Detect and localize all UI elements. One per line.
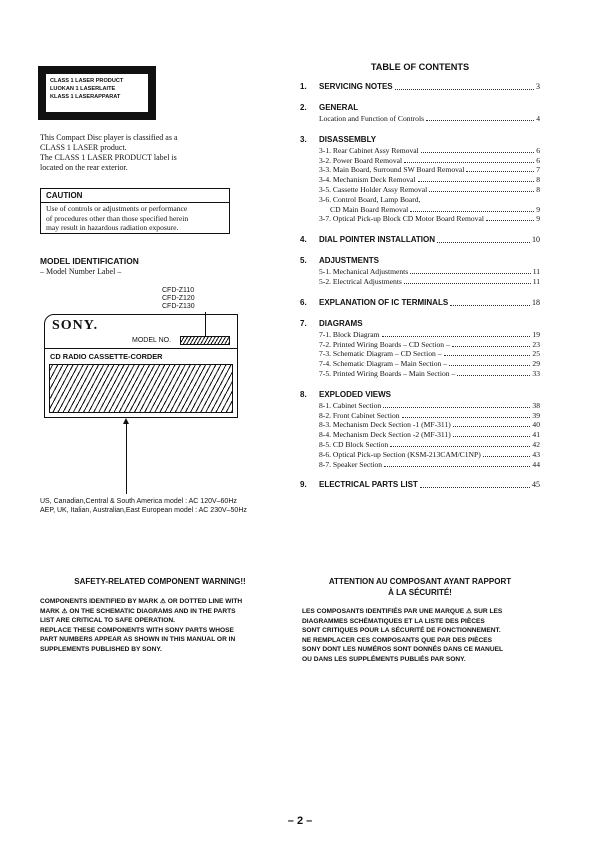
product-line-label: CD RADIO CASSETTE-CORDER xyxy=(50,352,163,361)
toc-entry xyxy=(319,349,540,358)
toc-entry-label: 8-5. CD Block Section xyxy=(319,440,389,449)
toc-entry-page: 19 xyxy=(532,329,540,339)
safety-warning-fr-line: DIAGRAMMES SCHÉMATIQUES ET LA LISTE DES PIÈCES xyxy=(302,617,485,625)
toc-section-number: 2. xyxy=(300,103,307,112)
toc-page-number: 3 xyxy=(536,82,540,91)
safety-warning-fr-line: SONY DONT LES NUMÉROS SONT DONNÉS DANS CE MANUEL xyxy=(302,646,504,654)
toc-entry-label: 8-1. Cabinet Section xyxy=(319,400,382,410)
toc-entry-page: 4 xyxy=(536,114,540,123)
toc-entry xyxy=(319,195,540,204)
toc-entry-page: 29 xyxy=(532,359,540,369)
toc-leader-dots xyxy=(418,175,535,182)
toc-section-title: ELECTRICAL PARTS LIST xyxy=(319,480,418,490)
toc-section-number: 3. xyxy=(300,134,307,144)
safety-warning-text-fr xyxy=(302,607,552,665)
toc-entry-page: 23 xyxy=(532,339,540,349)
laser-description xyxy=(40,133,240,173)
laser-label-line: LUOKAN 1 LASERLAITE xyxy=(50,86,116,92)
toc-entry-label: 7-4. Schematic Diagram – Main Section – xyxy=(319,359,448,369)
toc-leader-dots xyxy=(450,298,530,306)
toc-entry xyxy=(319,401,540,410)
safety-title-fr-line: ATTENTION AU COMPOSANT AYANT RAPPORT xyxy=(328,577,512,586)
toc-entry-page: 6 xyxy=(536,155,540,165)
toc-entry xyxy=(319,267,540,276)
toc-entry xyxy=(319,330,540,339)
toc-entry-label: 8-3. Mechanism Deck Section -1 (MF-311) xyxy=(319,420,451,430)
caution-title: CAUTION xyxy=(41,189,229,203)
toc-entry xyxy=(319,214,540,223)
toc-entry-page: 8 xyxy=(536,185,540,194)
caution-box xyxy=(40,188,230,234)
toc-entry-page: 41 xyxy=(532,430,540,440)
toc-section-title: DIAL POINTER INSTALLATION xyxy=(319,235,435,245)
voltage-line: AEP, UK, Italian, Australian,East European model : AC 230V–50Hz xyxy=(40,507,247,514)
model-identification-subtitle: – Model Number Label – xyxy=(40,267,122,276)
safety-warning-title-fr xyxy=(300,576,540,598)
toc-section-title: EXPLANATION OF IC TERMINALS xyxy=(319,297,449,307)
toc-entry-label: Location and Function of Controls xyxy=(319,114,425,123)
toc-entry xyxy=(319,440,540,449)
toc-section-number: 9. xyxy=(300,480,307,490)
rating-hatched-area xyxy=(49,364,233,413)
toc-leader-dots xyxy=(421,146,534,153)
toc-section-number: 5. xyxy=(300,256,307,266)
toc-leader-dots xyxy=(444,349,531,356)
model-list xyxy=(162,287,195,311)
toc-leader-dots xyxy=(449,359,530,366)
toc-leader-dots xyxy=(453,430,531,437)
toc-leader-dots xyxy=(382,330,531,337)
toc-section-number: 7. xyxy=(300,318,307,328)
toc-leader-dots xyxy=(384,460,530,467)
toc-section xyxy=(300,135,540,145)
toc-leader-dots xyxy=(483,450,531,457)
toc-leader-dots xyxy=(452,340,531,347)
toc-entry-label: CD Main Board Removal xyxy=(330,204,409,214)
caution-line: Use of controls or adjustments or performance xyxy=(46,204,188,213)
model-number-hatched-area xyxy=(180,336,230,345)
page-number: – 2 – xyxy=(287,815,313,827)
safety-warning-line: SUPPLEMENTS PUBLISHED BY SONY. xyxy=(40,645,162,653)
toc-entry xyxy=(319,185,540,194)
toc-section xyxy=(300,256,540,266)
safety-warning-fr-line: OU DANS LES SUPPLÉMENTS PUBLIÉS PAR SONY. xyxy=(302,655,466,663)
toc-section-title: DISASSEMBLY xyxy=(319,134,377,144)
toc-entry-page: 6 xyxy=(536,145,540,155)
toc-leader-dots xyxy=(429,185,534,192)
caution-line: may result in hazardous radiation exposure. xyxy=(46,223,179,232)
laser-label-line: KLASS 1 LASERAPPARAT xyxy=(50,94,121,100)
model-name: CFD-Z130 xyxy=(162,303,195,310)
toc-leader-dots xyxy=(410,267,530,274)
toc-entry-label: 8-7. Speaker Section xyxy=(319,459,383,469)
toc-entry xyxy=(330,205,540,214)
toc-section-title: DIAGRAMS xyxy=(319,318,363,328)
toc-entry-page: 9 xyxy=(536,214,540,224)
toc-entry-label: 7-2. Printed Wiring Boards – CD Section – xyxy=(319,339,450,349)
toc-leader-dots xyxy=(404,156,534,163)
toc-entry-page: 44 xyxy=(532,459,540,469)
toc-entry-page: 11 xyxy=(532,267,540,277)
voltage-ratings xyxy=(40,497,247,515)
toc-section-title: EXPLODED VIEWS xyxy=(319,389,392,399)
toc-leader-dots xyxy=(420,480,530,488)
toc-leader-dots xyxy=(453,420,531,427)
toc-entry xyxy=(319,369,540,378)
toc-leader-dots xyxy=(395,82,534,90)
toc-entry-page: 11 xyxy=(532,277,540,286)
toc-entry xyxy=(319,460,540,469)
toc-entry-label: 3-5. Cassette Holder Assy Removal xyxy=(319,185,428,194)
toc-section-number: 8. xyxy=(300,389,307,399)
label-divider xyxy=(44,348,238,349)
toc-section xyxy=(300,82,540,92)
toc-entry-page: 9 xyxy=(536,204,540,214)
toc-entry-page: 40 xyxy=(532,420,540,430)
toc-entry-page: 33 xyxy=(532,369,540,378)
toc-section xyxy=(300,319,540,329)
model-identification-title: MODEL IDENTIFICATION xyxy=(40,256,139,266)
toc-leader-dots xyxy=(410,205,534,212)
toc-entry-label: 3-7. Optical Pick-up Block CD Motor Board Removal xyxy=(319,214,484,224)
toc-entry xyxy=(319,420,540,429)
laser-text-line: The CLASS 1 LASER PRODUCT label is xyxy=(40,153,177,162)
toc-leader-dots xyxy=(404,277,531,284)
toc-entry-page: 8 xyxy=(536,175,540,185)
toc-entry xyxy=(319,175,540,184)
toc-entry-label: 5-1. Mechanical Adjustments xyxy=(319,267,409,277)
safety-warning-title: SAFETY-RELATED COMPONENT WARNING!! xyxy=(74,577,246,586)
toc-entry-page: 43 xyxy=(532,449,540,459)
safety-warning-line: LIST ARE CRITICAL TO SAFE OPERATION. xyxy=(40,617,175,625)
toc-entry xyxy=(319,156,540,165)
toc-title: TABLE OF CONTENTS xyxy=(370,62,470,72)
toc-leader-dots xyxy=(457,369,530,376)
toc-entry-label: 7-3. Schematic Diagram – CD Section – xyxy=(319,349,442,359)
table-of-contents xyxy=(300,82,540,522)
toc-section-number: 6. xyxy=(300,297,307,307)
voltage-line: US, Canadian,Central & South America model : AC 120V–60Hz xyxy=(40,498,237,505)
toc-leader-dots xyxy=(437,235,530,243)
toc-entry-page: 42 xyxy=(532,440,540,449)
laser-text-line: CLASS 1 LASER product. xyxy=(40,143,127,152)
toc-entry xyxy=(319,430,540,439)
toc-section-number: 1. xyxy=(300,82,307,91)
toc-entry-page: 25 xyxy=(532,349,540,359)
toc-section xyxy=(300,390,540,400)
toc-entry-label: 3-1. Rear Cabinet Assy Removal xyxy=(319,145,419,155)
toc-section-title: GENERAL xyxy=(319,103,359,112)
toc-section-title: ADJUSTMENTS xyxy=(319,256,380,266)
toc-section-number: 4. xyxy=(300,235,307,245)
voltage-pointer-line xyxy=(126,422,127,494)
caution-line: of procedures other than those specified herein xyxy=(46,213,189,223)
safety-warning-line: REPLACE THESE COMPONENTS WITH SONY PARTS WHOSE xyxy=(40,626,234,634)
toc-entry-label: 8-6. Optical Pick-up Section (KSM-213CAM/C1NP) xyxy=(319,449,481,459)
toc-entry-page: 7 xyxy=(536,165,540,175)
toc-leader-dots xyxy=(426,114,534,121)
safety-warning-line: MARK ⚠ ON THE SCHEMATIC DIAGRAMS AND IN THE PARTS xyxy=(40,607,236,615)
toc-entry xyxy=(319,359,540,368)
toc-page-number: 18 xyxy=(532,297,540,307)
toc-entry xyxy=(319,114,540,123)
toc-entry xyxy=(319,411,540,420)
toc-entry xyxy=(319,450,540,459)
toc-leader-dots xyxy=(486,214,534,221)
model-no-label: MODEL NO. xyxy=(132,337,172,344)
toc-entry-page: 39 xyxy=(532,410,540,420)
sony-logo: SONY. xyxy=(52,318,99,333)
toc-entry-label: 5-2. Electrical Adjustments xyxy=(319,277,402,286)
laser-class-label xyxy=(38,66,156,120)
toc-entry xyxy=(319,340,540,349)
toc-entry-label: 3-3. Main Board, Surround SW Board Removal xyxy=(319,165,465,175)
toc-leader-dots xyxy=(466,165,534,172)
toc-page-number: 45 xyxy=(532,480,540,490)
laser-text-line: located on the rear exterior. xyxy=(40,163,128,172)
toc-entry xyxy=(319,277,540,286)
toc-leader-dots xyxy=(390,440,530,447)
safety-warning-text xyxy=(40,597,290,655)
toc-section xyxy=(300,298,540,308)
toc-entry-label: 8-2. Front Cabinet Section xyxy=(319,410,400,420)
toc-entry xyxy=(319,165,540,174)
toc-section-title: SERVICING NOTES xyxy=(319,82,393,91)
toc-entry-label: 8-4. Mechanism Deck Section -2 (MF-311) xyxy=(319,430,451,440)
model-name: CFD-Z120 xyxy=(162,295,195,302)
toc-entry-label: 7-1. Block Diagram xyxy=(319,329,380,339)
safety-warning-line: PART NUMBERS APPEAR AS SHOWN IN THIS MANUAL OR IN xyxy=(40,636,236,644)
safety-warning-fr-line: LES COMPOSANTS IDENTIFIÉS PAR UNE MARQUE ⚠ SUR LES xyxy=(302,608,503,615)
model-name: CFD-Z110 xyxy=(162,287,195,294)
laser-text-line: This Compact Disc player is classified as a xyxy=(40,133,178,142)
toc-entry-label: 3-2. Power Board Removal xyxy=(319,155,403,165)
toc-entry-label: 7-5. Printed Wiring Boards – Main Section – xyxy=(319,369,456,378)
toc-section xyxy=(300,103,540,113)
laser-label-line: CLASS 1 LASER PRODUCT xyxy=(50,78,124,84)
toc-entry-label: 3-4. Mechanism Deck Removal xyxy=(319,175,416,185)
toc-leader-dots xyxy=(402,411,531,418)
toc-section xyxy=(300,235,540,245)
toc-entry xyxy=(319,146,540,155)
toc-page-number: 10 xyxy=(532,235,540,245)
toc-section xyxy=(300,480,540,490)
toc-entry-page: 38 xyxy=(532,400,540,410)
safety-warning-line: COMPONENTS IDENTIFIED BY MARK ⚠ OR DOTTED LINE WITH xyxy=(40,598,243,605)
toc-entry-label: 3-6. Control Board, Lamp Board, xyxy=(319,194,421,204)
safety-title-fr-line: À LA SÉCURITÉ! xyxy=(388,588,452,597)
safety-warning-fr-line: NE REMPLACER CES COMPOSANTS QUE PAR DES PIÈCES xyxy=(302,636,493,644)
toc-leader-dots xyxy=(383,401,530,408)
safety-warning-fr-line: SONT CRITIQUES POUR LA SÉCURITÉ DE FONCTIONNEMENT. xyxy=(302,627,501,635)
